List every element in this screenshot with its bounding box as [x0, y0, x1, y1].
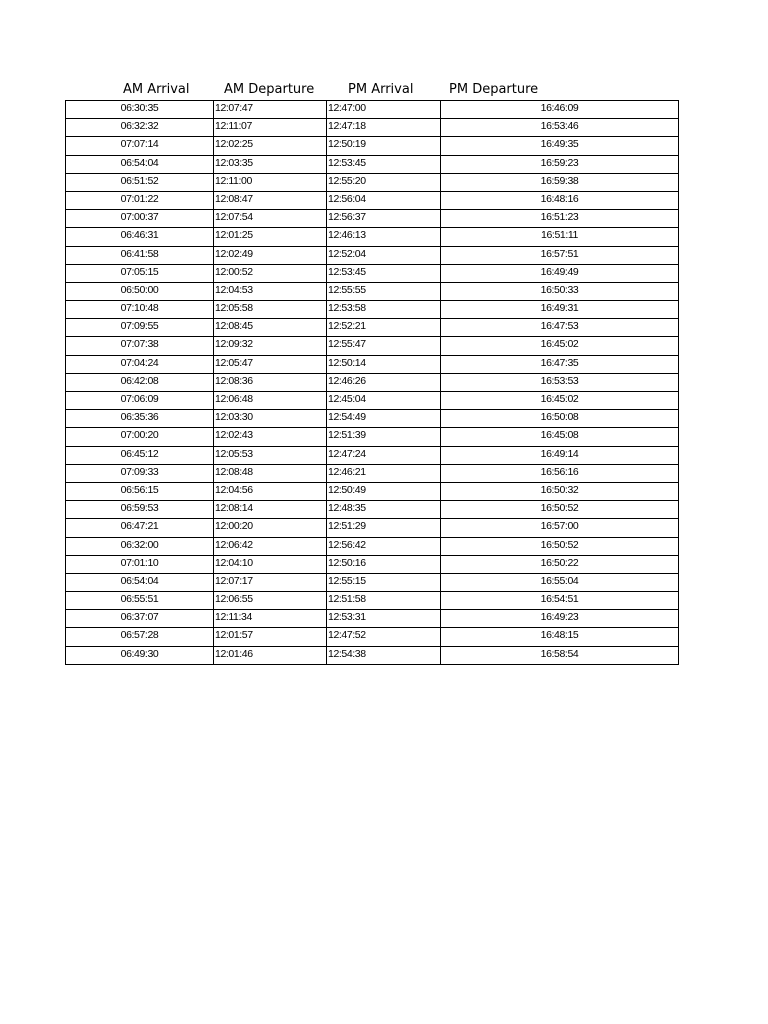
- pm-departure-cell: 16:49:23: [441, 610, 679, 628]
- am-arrival-cell: 06:56:15: [66, 482, 214, 500]
- am-arrival-cell: 06:50:00: [66, 282, 214, 300]
- pm-departure-cell: 16:49:14: [441, 446, 679, 464]
- pm-arrival-cell: 12:48:35: [327, 501, 441, 519]
- am-arrival-cell: 06:55:51: [66, 592, 214, 610]
- pm-arrival-cell: 12:53:45: [327, 264, 441, 282]
- table-row: [66, 592, 679, 610]
- table-row: [66, 301, 679, 319]
- am-arrival-cell: 07:01:22: [66, 191, 214, 209]
- pm-departure-cell: 16:48:16: [441, 191, 679, 209]
- table-row: [66, 337, 679, 355]
- attendance-table-body: [66, 101, 679, 665]
- pm-arrival-cell: 12:47:52: [327, 628, 441, 646]
- pm-arrival-cell: 12:50:19: [327, 137, 441, 155]
- pm-arrival-cell: 12:52:04: [327, 246, 441, 264]
- table-row: [66, 464, 679, 482]
- am-departure-cell: 12:09:32: [214, 337, 327, 355]
- pm-arrival-cell: 12:51:29: [327, 519, 441, 537]
- am-arrival-cell: 06:45:12: [66, 446, 214, 464]
- table-row: [66, 264, 679, 282]
- am-departure-cell: 12:07:47: [214, 101, 327, 119]
- pm-arrival-cell: 12:51:58: [327, 592, 441, 610]
- am-departure-cell: 12:08:45: [214, 319, 327, 337]
- table-row: [66, 137, 679, 155]
- am-departure-cell: 12:03:35: [214, 155, 327, 173]
- pm-departure-cell: 16:47:35: [441, 355, 679, 373]
- pm-departure-cell: 16:50:32: [441, 482, 679, 500]
- pm-departure-cell: 16:46:09: [441, 101, 679, 119]
- pm-arrival-cell: 12:56:42: [327, 537, 441, 555]
- am-arrival-cell: 07:00:20: [66, 428, 214, 446]
- am-arrival-cell: 06:35:36: [66, 410, 214, 428]
- table-row: [66, 519, 679, 537]
- pm-departure-cell: 16:57:00: [441, 519, 679, 537]
- am-departure-cell: 12:06:55: [214, 592, 327, 610]
- pm-departure-cell: 16:51:11: [441, 228, 679, 246]
- table-row: [66, 555, 679, 573]
- am-arrival-cell: 07:07:14: [66, 137, 214, 155]
- am-departure-cell: 12:07:54: [214, 210, 327, 228]
- am-departure-cell: 12:11:34: [214, 610, 327, 628]
- am-arrival-cell: 06:46:31: [66, 228, 214, 246]
- am-departure-cell: 12:05:58: [214, 301, 327, 319]
- pm-departure-cell: 16:45:08: [441, 428, 679, 446]
- header-pm-arrival: PM Arrival: [348, 82, 414, 97]
- pm-arrival-cell: 12:56:37: [327, 210, 441, 228]
- table-row: [66, 119, 679, 137]
- pm-departure-cell: 16:59:38: [441, 173, 679, 191]
- am-arrival-cell: 06:32:00: [66, 537, 214, 555]
- header-am-departure: AM Departure: [224, 82, 315, 97]
- am-arrival-cell: 06:51:52: [66, 173, 214, 191]
- pm-arrival-cell: 12:52:21: [327, 319, 441, 337]
- am-arrival-cell: 06:47:21: [66, 519, 214, 537]
- attendance-table: [65, 100, 679, 665]
- pm-departure-cell: 16:59:23: [441, 155, 679, 173]
- am-departure-cell: 12:04:56: [214, 482, 327, 500]
- table-row: [66, 392, 679, 410]
- pm-departure-cell: 16:53:53: [441, 373, 679, 391]
- am-departure-cell: 12:08:47: [214, 191, 327, 209]
- am-arrival-cell: 07:05:15: [66, 264, 214, 282]
- am-arrival-cell: 06:32:32: [66, 119, 214, 137]
- am-departure-cell: 12:05:47: [214, 355, 327, 373]
- pm-departure-cell: 16:55:04: [441, 573, 679, 591]
- am-departure-cell: 12:05:53: [214, 446, 327, 464]
- table-row: [66, 373, 679, 391]
- table-row: [66, 410, 679, 428]
- table-row: [66, 537, 679, 555]
- pm-arrival-cell: 12:45:04: [327, 392, 441, 410]
- pm-arrival-cell: 12:46:26: [327, 373, 441, 391]
- pm-arrival-cell: 12:55:55: [327, 282, 441, 300]
- table-row: [66, 319, 679, 337]
- pm-departure-cell: 16:53:46: [441, 119, 679, 137]
- pm-arrival-cell: 12:55:47: [327, 337, 441, 355]
- am-departure-cell: 12:11:00: [214, 173, 327, 191]
- am-departure-cell: 12:08:14: [214, 501, 327, 519]
- am-arrival-cell: 07:01:10: [66, 555, 214, 573]
- am-departure-cell: 12:00:52: [214, 264, 327, 282]
- pm-departure-cell: 16:45:02: [441, 337, 679, 355]
- pm-departure-cell: 16:50:52: [441, 537, 679, 555]
- table-row: [66, 355, 679, 373]
- am-departure-cell: 12:08:48: [214, 464, 327, 482]
- am-arrival-cell: 06:41:58: [66, 246, 214, 264]
- pm-arrival-cell: 12:46:13: [327, 228, 441, 246]
- am-departure-cell: 12:07:17: [214, 573, 327, 591]
- header-am-arrival: AM Arrival: [123, 82, 190, 97]
- pm-departure-cell: 16:49:35: [441, 137, 679, 155]
- table-row: [66, 628, 679, 646]
- am-departure-cell: 12:01:25: [214, 228, 327, 246]
- pm-departure-cell: 16:50:08: [441, 410, 679, 428]
- am-arrival-cell: 06:57:28: [66, 628, 214, 646]
- table-row: [66, 501, 679, 519]
- pm-departure-cell: 16:47:53: [441, 319, 679, 337]
- pm-departure-cell: 16:49:31: [441, 301, 679, 319]
- table-row: [66, 446, 679, 464]
- pm-arrival-cell: 12:47:24: [327, 446, 441, 464]
- am-departure-cell: 12:08:36: [214, 373, 327, 391]
- am-departure-cell: 12:11:07: [214, 119, 327, 137]
- am-arrival-cell: 07:00:37: [66, 210, 214, 228]
- pm-arrival-cell: 12:46:21: [327, 464, 441, 482]
- am-departure-cell: 12:01:57: [214, 628, 327, 646]
- pm-departure-cell: 16:51:23: [441, 210, 679, 228]
- am-departure-cell: 12:03:30: [214, 410, 327, 428]
- pm-arrival-cell: 12:53:58: [327, 301, 441, 319]
- am-arrival-cell: 06:42:08: [66, 373, 214, 391]
- table-row: [66, 482, 679, 500]
- table-row: [66, 610, 679, 628]
- table-row: [66, 646, 679, 664]
- am-departure-cell: 12:00:20: [214, 519, 327, 537]
- pm-departure-cell: 16:57:51: [441, 246, 679, 264]
- table-row: [66, 155, 679, 173]
- am-arrival-cell: 06:49:30: [66, 646, 214, 664]
- am-departure-cell: 12:04:53: [214, 282, 327, 300]
- pm-arrival-cell: 12:50:14: [327, 355, 441, 373]
- table-row: [66, 246, 679, 264]
- header-pm-departure: PM Departure: [449, 82, 539, 97]
- pm-departure-cell: 16:50:52: [441, 501, 679, 519]
- pm-departure-cell: 16:49:49: [441, 264, 679, 282]
- pm-arrival-cell: 12:53:45: [327, 155, 441, 173]
- pm-arrival-cell: 12:50:16: [327, 555, 441, 573]
- pm-arrival-cell: 12:53:31: [327, 610, 441, 628]
- pm-arrival-cell: 12:50:49: [327, 482, 441, 500]
- table-row: [66, 228, 679, 246]
- pm-arrival-cell: 12:54:49: [327, 410, 441, 428]
- table-row: [66, 428, 679, 446]
- pm-departure-cell: 16:45:02: [441, 392, 679, 410]
- am-departure-cell: 12:01:46: [214, 646, 327, 664]
- table-row: [66, 573, 679, 591]
- am-departure-cell: 12:06:42: [214, 537, 327, 555]
- pm-arrival-cell: 12:51:39: [327, 428, 441, 446]
- pm-departure-cell: 16:50:22: [441, 555, 679, 573]
- am-arrival-cell: 07:07:38: [66, 337, 214, 355]
- am-departure-cell: 12:02:49: [214, 246, 327, 264]
- am-arrival-cell: 07:09:33: [66, 464, 214, 482]
- am-arrival-cell: 07:04:24: [66, 355, 214, 373]
- pm-arrival-cell: 12:47:18: [327, 119, 441, 137]
- am-arrival-cell: 06:59:53: [66, 501, 214, 519]
- am-arrival-cell: 06:30:35: [66, 101, 214, 119]
- pm-arrival-cell: 12:55:15: [327, 573, 441, 591]
- pm-departure-cell: 16:54:51: [441, 592, 679, 610]
- am-departure-cell: 12:06:48: [214, 392, 327, 410]
- am-arrival-cell: 06:37:07: [66, 610, 214, 628]
- am-departure-cell: 12:04:10: [214, 555, 327, 573]
- am-departure-cell: 12:02:43: [214, 428, 327, 446]
- pm-departure-cell: 16:58:54: [441, 646, 679, 664]
- pm-arrival-cell: 12:54:38: [327, 646, 441, 664]
- am-arrival-cell: 07:06:09: [66, 392, 214, 410]
- pm-departure-cell: 16:48:15: [441, 628, 679, 646]
- pm-departure-cell: 16:56:16: [441, 464, 679, 482]
- table-row: [66, 210, 679, 228]
- pm-arrival-cell: 12:56:04: [327, 191, 441, 209]
- table-row: [66, 173, 679, 191]
- am-arrival-cell: 06:54:04: [66, 155, 214, 173]
- table-row: [66, 101, 679, 119]
- am-departure-cell: 12:02:25: [214, 137, 327, 155]
- table-row: [66, 282, 679, 300]
- am-arrival-cell: 06:54:04: [66, 573, 214, 591]
- am-arrival-cell: 07:10:48: [66, 301, 214, 319]
- pm-arrival-cell: 12:47:00: [327, 101, 441, 119]
- pm-departure-cell: 16:50:33: [441, 282, 679, 300]
- am-arrival-cell: 07:09:55: [66, 319, 214, 337]
- table-row: [66, 191, 679, 209]
- pm-arrival-cell: 12:55:20: [327, 173, 441, 191]
